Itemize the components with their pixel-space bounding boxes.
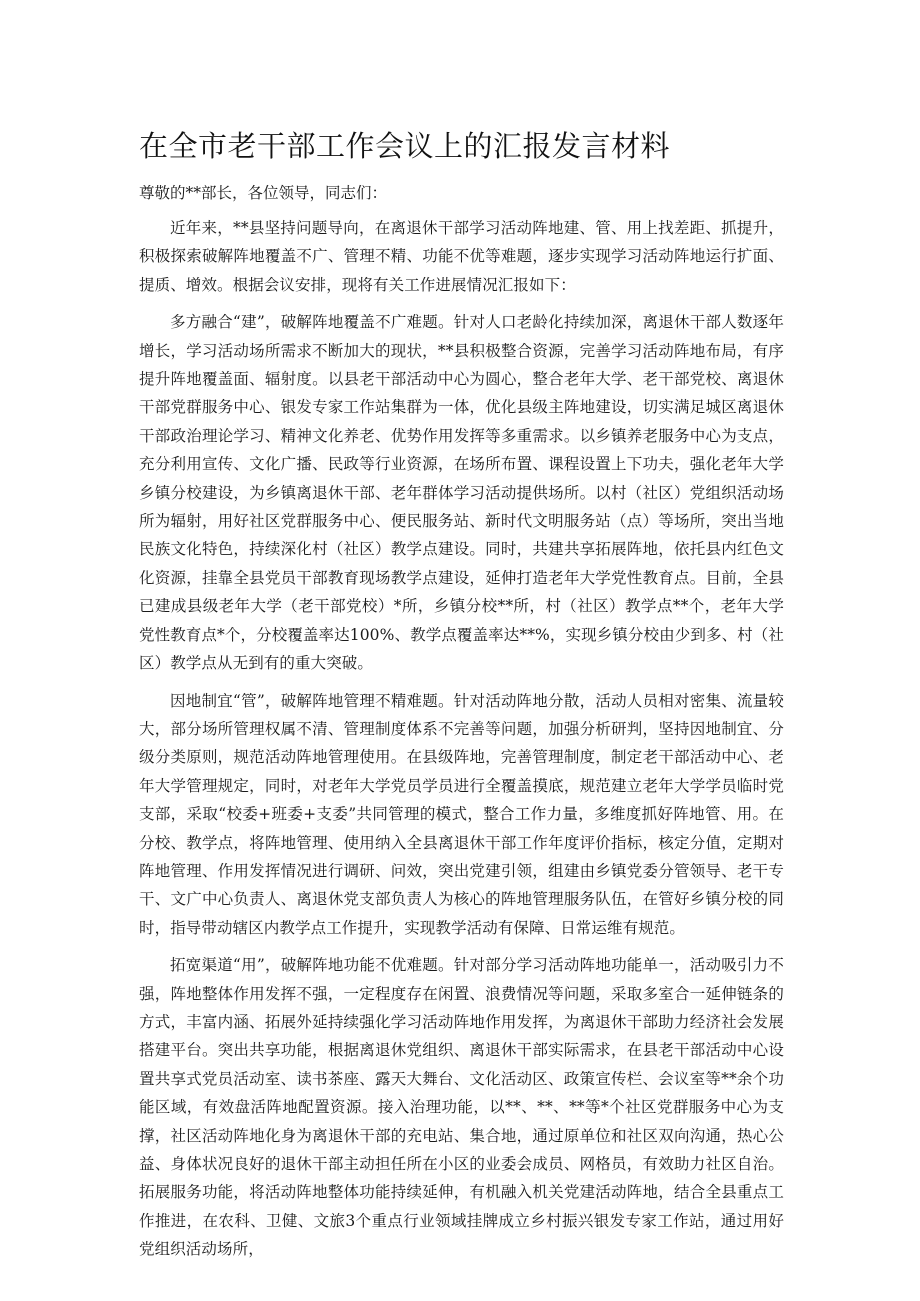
paragraph-intro: 近年来，**县坚持问题导向，在离退休干部学习活动阵地建、管、用上找差距、抓提升，积极探索破解阵地覆盖不广、管理不精、功能不优等难题，逐步实现学习活动阵地运行扩面、提质、增效。根据会议安排，现将有关工作进展情况汇报如下： — [139, 219, 784, 294]
document-body — [139, 214, 784, 1273]
paragraph-manage: 因地制宜“管”，破解阵地管理不精难题。针对活动阵地分散，活动人员相对密集、流量较大，部分场所管理权属不清、管理制度体系不完善等问题，加强分析研判，坚持因地制宜、分级分类原则，规范活动阵地管理使用。在县级阵地，完善管理制度，制定老干部活动中心、老年大学管理规定，同时，对老年大学党员学员进行全覆盖摸底，规范建立老年大学学员临时党支部，采取“校委+班委+支委”共同管理的模式，整合工作力量，多维度抓好阵地管、用。在分校、教学点，将阵地管理、使用纳入全县离退休干部工作年度评价指标，核定分值，定期对阵地管理、作用发挥情况进行调研、问效，突出党建引领，组建由乡镇党委分管领导、老干专干、文广中心负责人、离退休党支部负责人为核心的阵地管理服务队伍，在管好乡镇分校的同时，指导带动辖区内教学点工作提升，实现教学活动有保障、日常运维有规范。 — [139, 691, 784, 937]
document-title: 在全市老干部工作会议上的汇报发言材料 — [139, 129, 671, 163]
salutation: 尊敬的**部长，各位领导，同志们： — [139, 184, 388, 202]
paragraph-use: 拓宽渠道“用”，破解阵地功能不优难题。针对部分学习活动阵地功能单一，活动吸引力不强，阵地整体作用发挥不强，一定程度存在闲置、浪费情况等问题，采取多室合一延伸链条的方式，丰富内涵、拓展外延持续强化学习活动阵地作用发挥，为离退休干部助力经济社会发展搭建平台。突出共享功能，根据离退休党组织、离退休干部实际需求，在县老干部活动中心设置共享式党员活动室、读书茶座、露天大舞台、文化活动区、政策宣传栏、会议室等**余个功能区域，有效盘活阵地配置资源。接入治理功能，以**、**、**等*个社区党群服务中心为支撑，社区活动阵地化身为离退休干部的充电站、集合地，通过原单位和社区双向沟通，热心公益、身体状况良好的退休干部主动担任所在小区的业委会成员、网格员，有效助力社区自治。拓展服务功能，将活动阵地整体功能持续延伸，有机融入机关党建活动阵地，结合全县重点工作推进，在农科、卫健、文旅3个重点行业领域挂牌成立乡村振兴银发专家工作站，通过用好党组织活动场所， — [139, 956, 784, 1259]
paragraph-build: 多方融合“建”，破解阵地覆盖不广难题。针对人口老龄化持续加深，离退休干部人数逐年增长，学习活动场所需求不断加大的现状，**县积极整合资源，完善学习活动阵地布局，有序提升阵地覆盖面、辐射度。以县老干部活动中心为圆心，整合老年大学、老干部党校、离退休干部党群服务中心、银发专家工作站集群为一体，优化县级主阵地建设，切实满足城区离退休干部政治理论学习、精神文化养老、优势作用发挥等多重需求。以乡镇养老服务中心为支点，充分利用宣传、文化广播、民政等行业资源，在场所布置、课程设置上下功夫，强化老年大学乡镇分校建设，为乡镇离退休干部、老年群体学习活动提供场所。以村（社区）党组织活动场所为辐射，用好社区党群服务中心、便民服务站、新时代文明服务站（点）等场所，突出当地民族文化特色，持续深化村（社区）教学点建设。同时，共建共享拓展阵地，依托县内红色文化资源，挂靠全县党员干部教育现场教学点建设，延伸打造老年大学党性教育点。目前，全县已建成县级老年大学（老干部党校）*所，乡镇分校**所，村（社区）教学点**个，老年大学党性教育点*个，分校覆盖率达100%、教学点覆盖率达**%，实现乡镇分校由少到多、村（社区）教学点从无到有的重大突破。 — [139, 313, 784, 673]
